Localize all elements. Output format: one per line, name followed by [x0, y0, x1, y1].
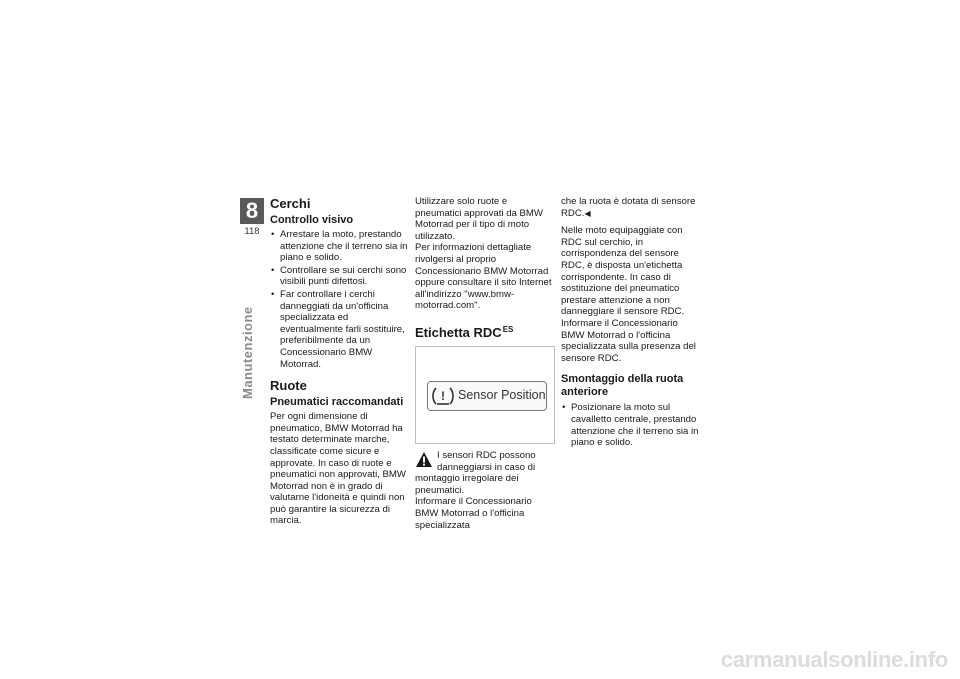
paragraph-text: che la ruota è dotata di sensore RDC. — [561, 196, 696, 219]
sticker-text: Sensor Position — [458, 388, 546, 403]
section-title-cerchi: Cerchi — [270, 196, 311, 211]
subsection-title-controllo-visivo: Controllo visivo — [270, 214, 354, 226]
paragraph-rdc-etichetta: Nelle moto equipaggiate con RDC sul cerchio, in corrispondenza del sensore RDC, è disposta un'etichetta corrispondente. In caso di sostituzione del pneumatico prestare attenzione a non danneggiare il sensore RDC. Informare il Concessionario BMW Motorrad o l'officina specializzata sulla presenza del sensore RDC. — [561, 225, 696, 364]
list-item: • Arrestare la moto, prestando attenzione che il terreno sia in piano e solido. — [270, 229, 410, 264]
warning-text: I sensori RDC possono danneggiarsi in caso di montaggio irregolare dei pneumatici. — [415, 449, 536, 496]
bullet-list-smontaggio — [561, 402, 701, 448]
column-1 — [270, 196, 410, 533]
chapter-number: 8 — [240, 198, 264, 224]
rdc-label-image — [415, 346, 555, 444]
tyre-pressure-warning-icon — [431, 385, 455, 407]
section-title-smontaggio: Smontaggio della ruota anteriore — [561, 373, 684, 399]
list-item: • Posizionare la moto sul cavalletto centrale, prestando attenzione che il terreno sia in piano e solido. — [561, 402, 701, 448]
sensor-position-sticker — [427, 381, 547, 411]
warning-triangle-icon — [415, 451, 433, 468]
page-number: 118 — [244, 226, 260, 237]
warning-text-continued: Informare il Concessionario BMW Motorrad o l'officina specializzata — [415, 496, 532, 531]
section-title-etichetta-rdc — [415, 322, 555, 340]
paragraph-ruote-approvate: Utilizzare solo ruote e pneumatici approvati da BMW Motorrad per il tipo di moto utilizzato. — [415, 196, 543, 242]
list-item: • Controllare se sui cerchi sono visibili punti difettosi. — [270, 265, 410, 288]
column-2 — [415, 196, 555, 537]
paragraph-informazioni: Per informazioni dettagliate rivolgersi al proprio Concessionario BMW Motorrad oppure consultare il sito Internet all'indirizzo "www.bmw-motorrad.com". — [415, 242, 552, 312]
paragraph-rdc-continued — [561, 196, 701, 219]
chapter-side-label: Manutenzione — [240, 306, 255, 399]
subsection-title-pneumatici: Pneumatici raccomandati — [270, 396, 404, 409]
warning-block — [415, 450, 555, 531]
bullet-list-controllo — [270, 229, 410, 370]
column-3 — [561, 196, 701, 457]
paragraph-pneumatici: Per ogni dimensione di pneumatico, BMW Motorrad ha testato determinate marche, classificate come sicure e approvate. In caso di ruote e pneumatici non approvati, BMW Motorrad non è in grado di valutarne l'idoneità e quindi non può garantire la sicurezza di marcia. — [270, 411, 406, 527]
watermark: carmanualsonline.info — [720, 647, 948, 672]
section-title-ruote: Ruote — [270, 378, 307, 394]
end-of-section-icon: ◀ — [584, 208, 591, 218]
heading-superscript: ES — [502, 324, 514, 334]
list-item: • Far controllare i cerchi danneggiati da un'officina specializzata ed eventualmente farli sostituire, preferibilmente da un Concessionario BMW Motorrad. — [270, 289, 410, 370]
sticker-symbol: ! — [441, 388, 445, 403]
heading-text: Etichetta RDC — [415, 324, 502, 340]
